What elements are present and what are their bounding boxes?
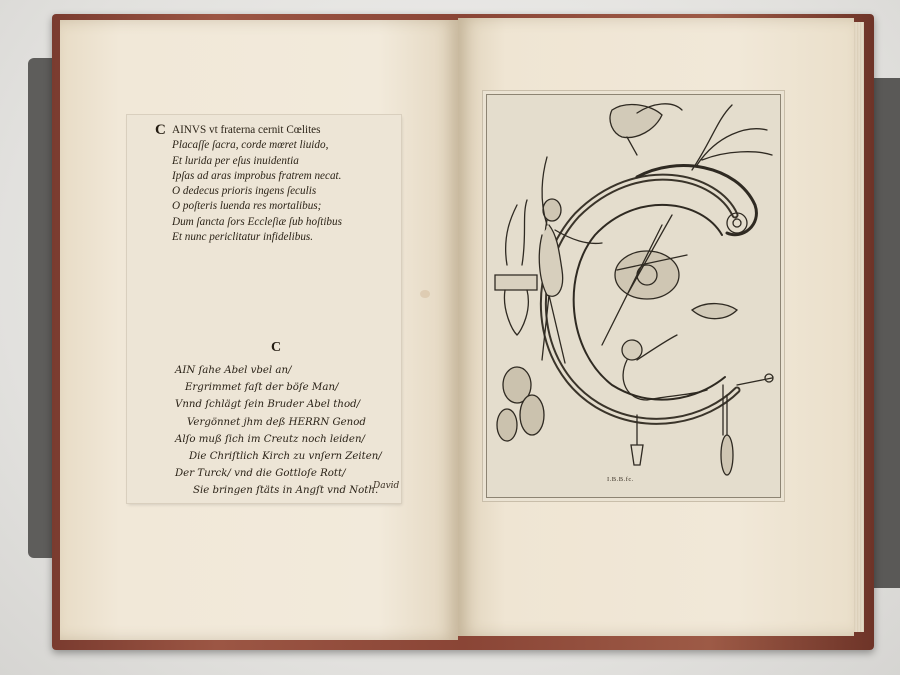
- german-line: Alſo muß ſich im Creutz noch leiden/: [175, 433, 365, 445]
- latin-initial: C: [155, 122, 166, 138]
- german-heading-letter: C: [271, 340, 282, 355]
- german-line: Vergönnet jhm deß HERRN Genod: [187, 416, 366, 428]
- catchword: David: [373, 481, 400, 491]
- latin-line: Et nunc periclitatur infidelibus.: [172, 231, 314, 244]
- latin-line: Et lurida per eſus inuidentia: [172, 154, 299, 167]
- ornamental-letter-c-engraving: [487, 95, 780, 497]
- german-line: Die Chriſtlich Kirch zu vnſern Zeiten/: [189, 451, 382, 463]
- german-line: Ergrimmet faſt der böſe Man/: [185, 382, 339, 394]
- foxing-stain: [420, 290, 430, 298]
- german-line: AIN ſahe Abel vbel an/: [175, 365, 292, 376]
- latin-line: AINVS vt fraterna cernit Cœlites: [172, 124, 321, 136]
- mounted-text-sheet: [127, 115, 401, 503]
- latin-verse: [172, 123, 402, 245]
- german-line: Der Turck/ vnd die Gottloſe Rott/: [175, 468, 346, 480]
- german-line: Vnnd ſchlägt ſein Bruder Abel thod/: [175, 399, 361, 411]
- latin-line: O dedecus prioris ingens ſeculis: [172, 185, 317, 198]
- latin-line: Ipſas ad aras improbus fratrem necat.: [172, 169, 342, 182]
- german-verse: [175, 362, 405, 500]
- engraver-monogram: I.B.B.fc.: [607, 476, 634, 483]
- german-line: Sie bringen ſtäts in Angſt vnd Noth.: [193, 485, 379, 497]
- latin-line: O poſteris luenda res mortalibus;: [172, 200, 322, 213]
- engraved-plate: [486, 94, 781, 498]
- latin-line: Placaſſe ſacra, corde mœret liuido,: [172, 139, 329, 152]
- latin-line: Dum ſancta ſors Eccleſiæ ſub hoſtibus: [172, 215, 342, 228]
